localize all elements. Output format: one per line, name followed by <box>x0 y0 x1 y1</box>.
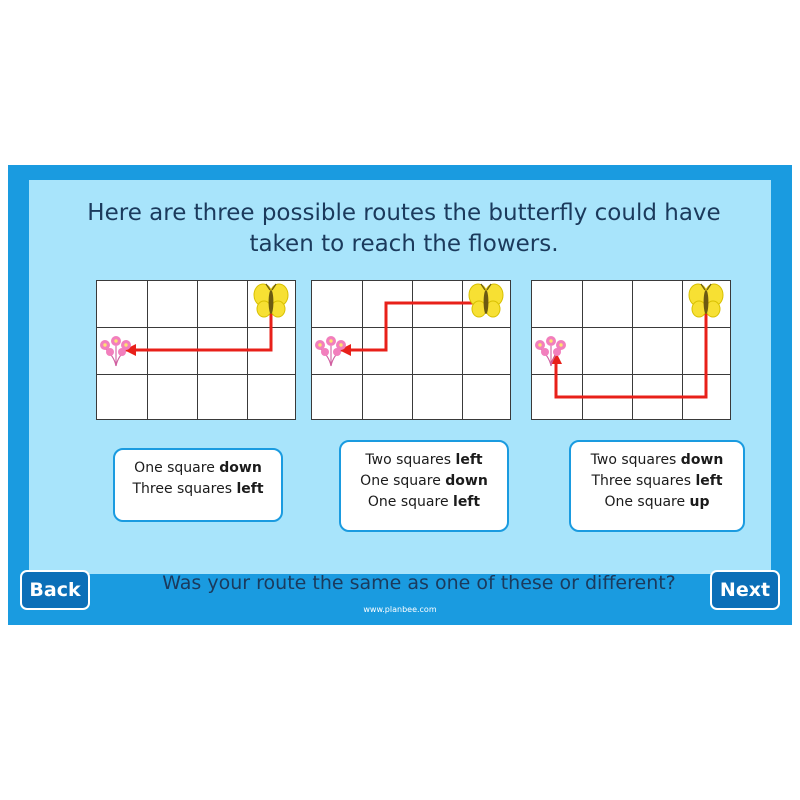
butterfly-icon <box>253 282 289 322</box>
route-card-line-prefix: Three squares <box>591 473 696 489</box>
route-card-line <box>121 458 275 479</box>
route-card-line-strong: left <box>453 494 481 510</box>
route-card-line <box>347 471 501 492</box>
route-grids-row <box>51 280 761 420</box>
butterfly-icon <box>688 282 724 322</box>
route-card-line <box>577 492 737 513</box>
flower-icon <box>98 328 134 368</box>
route-card-line-prefix: One square <box>360 473 446 489</box>
page-title: Here are three possible routes the butterfly could have taken to reach the flowers. <box>87 200 721 257</box>
route-card-1 <box>113 448 283 522</box>
route-card-line-prefix: One square <box>134 460 220 476</box>
route-grid-3 <box>531 280 731 420</box>
route-card-line-strong: down <box>219 460 262 476</box>
route-card-line-strong: left <box>695 473 723 489</box>
flower-icon <box>313 328 349 368</box>
reflection-question: Was your route the same as one of these or different? <box>162 572 676 594</box>
route-card-line-strong: up <box>689 494 710 510</box>
route-card-line-prefix: Two squares <box>365 452 456 468</box>
route-card-line-prefix: One square <box>604 494 690 510</box>
route-card-line <box>121 479 275 500</box>
footer-url: www.planbee.com <box>363 605 437 614</box>
route-card-line-strong: down <box>680 452 724 468</box>
route-card-2 <box>339 440 509 532</box>
route-card-line-strong: left <box>236 481 264 497</box>
butterfly-icon <box>468 282 504 322</box>
route-grid-1 <box>96 280 296 420</box>
route-card-line <box>347 450 501 471</box>
next-button[interactable]: Next <box>710 570 780 610</box>
route-card-line-prefix: One square <box>367 494 454 510</box>
route-card-line-strong: left <box>455 452 483 468</box>
route-card-line-prefix: Two squares <box>590 452 681 468</box>
route-card-line <box>577 450 737 471</box>
route-card-line-strong: down <box>445 473 488 489</box>
route-grid-2 <box>311 280 511 420</box>
route-cards-row <box>51 438 761 538</box>
back-button[interactable]: Back <box>20 570 90 610</box>
route-card-line <box>347 492 501 513</box>
flower-icon <box>533 328 569 368</box>
route-card-line <box>577 471 737 492</box>
slide-outer-frame <box>8 165 792 625</box>
route-card-3 <box>569 440 745 532</box>
route-card-line-prefix: Three squares <box>132 481 237 497</box>
